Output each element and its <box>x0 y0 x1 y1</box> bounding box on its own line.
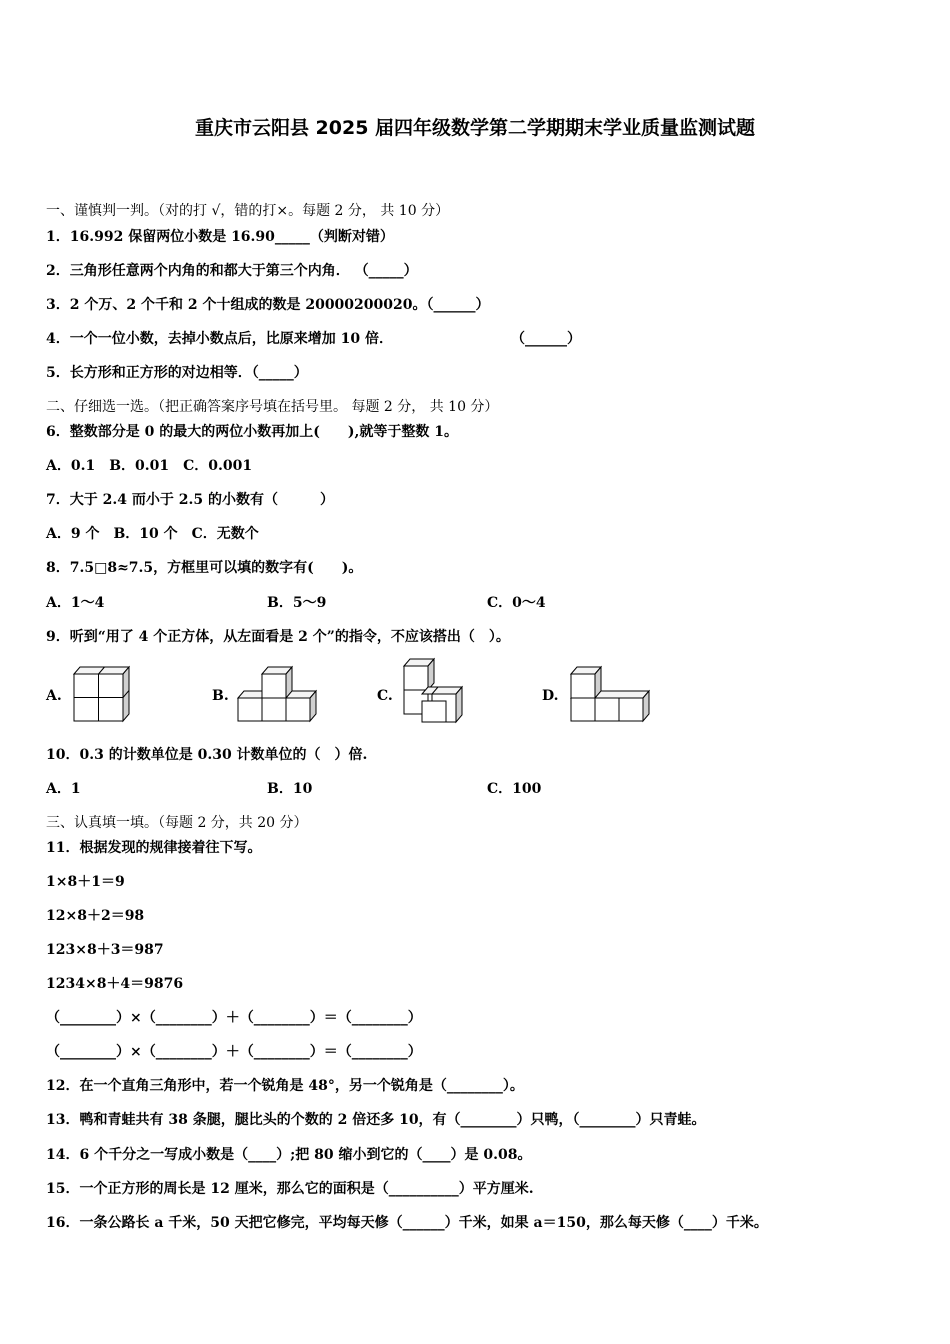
question-4: 4．一个一位小数，去掉小数点后，比原来增加 10 倍． <box>46 331 393 347</box>
question-7-options: A．9 个 B．10 个 C．无数个 <box>46 526 259 542</box>
cube-figure-b <box>236 664 320 724</box>
question-6-options: A．0.1 B．0.01 C．0.001 <box>46 458 253 474</box>
question-1: 1．16.992 保留两位小数是 16.90_____（判断对错） <box>46 229 394 245</box>
question-7: 7．大于 2.4 而小于 2.5 的小数有（ ） <box>46 492 334 508</box>
question-9-option-b-label: B. <box>212 688 229 704</box>
equation-1: 1×8＋1＝9 <box>46 874 125 890</box>
question-10-option-a: A．1 <box>46 781 81 797</box>
question-16: 16．一条公路长 a 千米，50 天把它修完，平均每天修（______）千米，如果 a＝150，那么每天修（____）千米。 <box>46 1215 768 1231</box>
equation-2: 12×8＋2＝98 <box>46 908 145 924</box>
equation-4: 1234×8＋4＝9876 <box>46 976 184 992</box>
question-15: 15．一个正方形的周长是 12 厘米，那么它的面积是（__________）平方厘米. <box>46 1181 534 1197</box>
question-2: 2．三角形任意两个内角的和都大于第三个内角． （_____） <box>46 263 418 279</box>
question-9-option-a-label: A. <box>46 688 62 704</box>
question-9-option-c-label: C. <box>377 688 393 704</box>
cube-figure-d <box>569 664 653 724</box>
section3-heading: 三、认真填一填。（每题 2 分，共 20 分） <box>46 815 308 831</box>
question-10-option-c: C．100 <box>487 781 542 797</box>
question-4-blank: （______） <box>511 331 581 347</box>
question-8-option-a: A．1～4 <box>46 595 105 611</box>
equation-3: 123×8＋3＝987 <box>46 942 164 958</box>
question-11: 11．根据发现的规律接着往下写。 <box>46 840 262 856</box>
question-12: 12．在一个直角三角形中，若一个锐角是 48°，另一个锐角是（________）。 <box>46 1078 524 1094</box>
question-3: 3．2 个万、2 个千和 2 个十组成的数是 20000200020。（______） <box>46 297 490 313</box>
question-5: 5．长方形和正方形的对边相等．（_____） <box>46 365 308 381</box>
section1-heading: 一、谨慎判一判。（对的打 √，错的打×。每题 2 分， 共 10 分） <box>46 203 450 219</box>
question-9: 9．听到“用了 4 个正方体，从左面看是 2 个”的指令，不应该搭出（ ）。 <box>46 629 510 645</box>
equation-blank-row-1: （________）×（________）＋（________）＝（________） <box>46 1010 422 1026</box>
question-6: 6．整数部分是 0 的最大的两位小数再加上( ),就等于整数 1。 <box>46 424 458 440</box>
question-10-option-b: B．10 <box>267 781 313 797</box>
question-8-option-b: B．5～9 <box>267 595 327 611</box>
page-title: 重庆市云阳县 2025 届四年级数学第二学期期末学业质量监测试题 <box>194 117 756 139</box>
question-13: 13．鸭和青蛙共有 38 条腿，腿比头的个数的 2 倍还多 10，有（________）只鸭，（________）只青蛙。 <box>46 1112 706 1128</box>
question-8: 8．7.5□8≈7.5，方框里可以填的数字有( )。 <box>46 560 363 576</box>
question-10: 10．0.3 的计数单位是 0.30 计数单位的（ ）倍. <box>46 747 368 763</box>
cube-figure-a <box>72 664 134 724</box>
equation-blank-row-2: （________）×（________）＋（________）＝（________） <box>46 1044 422 1060</box>
cube-figure-c <box>402 656 464 724</box>
section2-heading: 二、仔细选一选。（把正确答案序号填在括号里。 每题 2 分， 共 10 分） <box>46 399 499 415</box>
question-14: 14．6 个千分之一写成小数是（____）;把 80 缩小到它的（____）是 0.08。 <box>46 1147 532 1163</box>
question-8-option-c: C．0～4 <box>487 595 546 611</box>
question-9-option-d-label: D. <box>542 688 559 704</box>
